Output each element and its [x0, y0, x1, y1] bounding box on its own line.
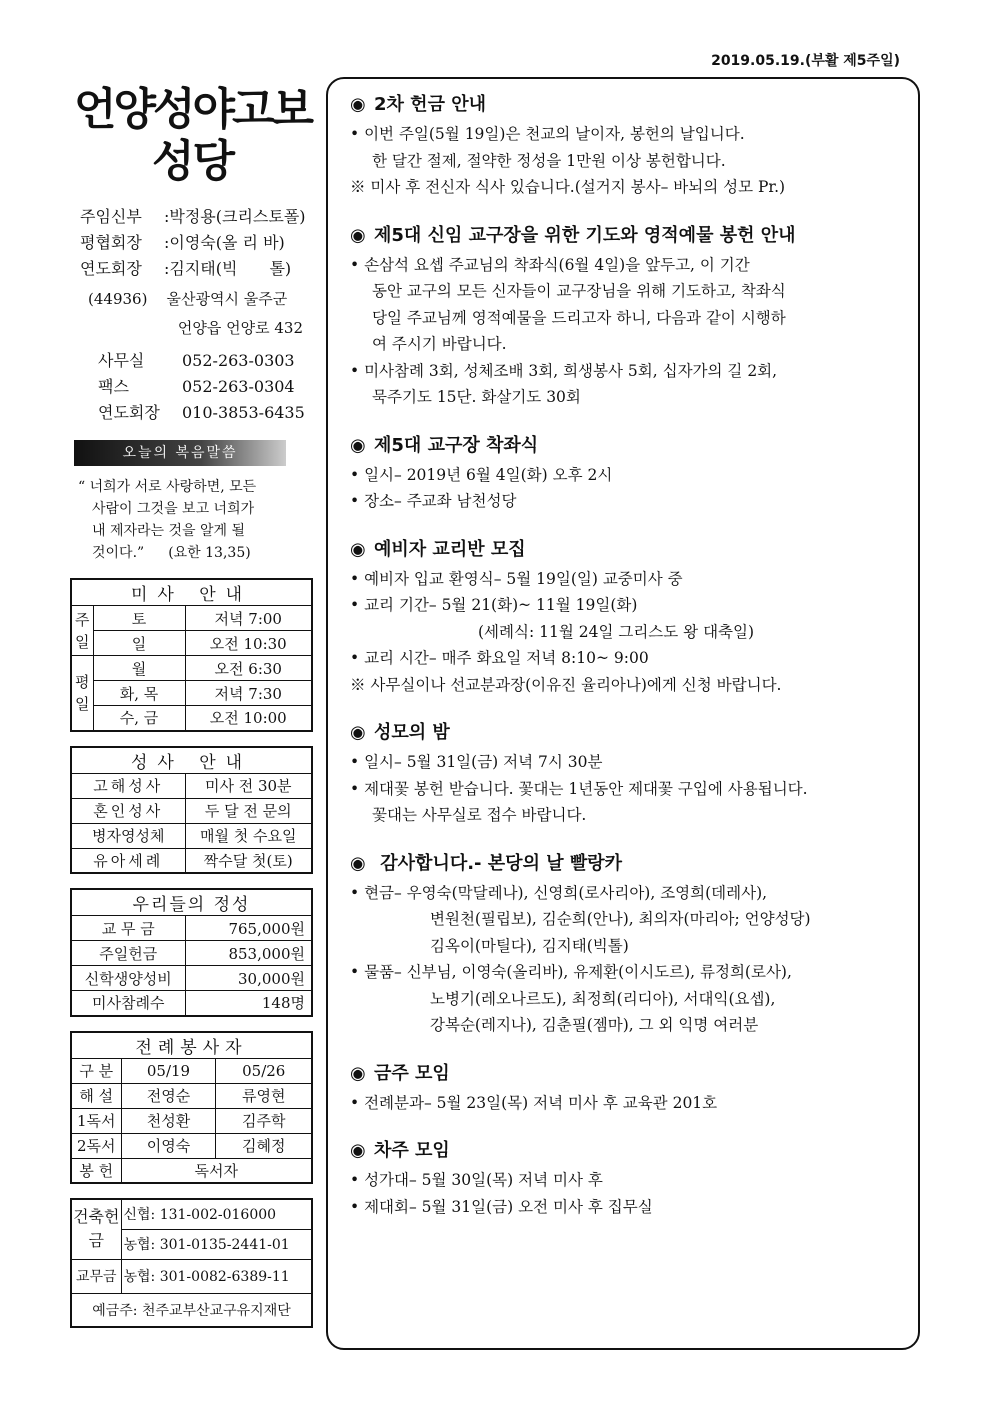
table-row: 봉 헌 독서자	[71, 1158, 312, 1183]
section-title: ◉ 제5대 신임 교구장을 위한 기도와 영적예물 봉헌 안내	[350, 222, 904, 250]
table-row: 교 무 금 765,000원	[71, 916, 312, 941]
address: (44936) 울산광역시 울주군	[88, 290, 288, 308]
section-title: ◉ 예비자 교리반 모집	[350, 536, 904, 564]
notice-section: ◉ 제5대 신임 교구장을 위한 기도와 영적예물 봉헌 안내 • 손삼석 요셉 주교님의 착좌식(6월 4일)을 앞두고, 이 기간 동안 교구의 모든 신자들이 교구장님을 위해 기도하고, 착좌식 당일 주교님께 영적예물을 드리고자 하니, 다음과 같이 시행하 여 주시기 바랍니다. • 미사참례 3회, 성체조배 3회, 희생봉사 5회, 십자가의 길 2회, 묵주기도 15단. 화살기도 30회	[350, 222, 904, 411]
phone-item: 팩스 052-263-0304	[98, 377, 295, 396]
sunday-label: 주일	[71, 606, 93, 656]
section-title: ◉ 성모의 밤	[350, 719, 904, 747]
table-row: 농협: 301-0135-2441-01	[71, 1229, 312, 1259]
section-title: ◉ 2차 헌금 안내	[350, 91, 904, 119]
table-row: 건축헌금 신협: 131-002-016000	[71, 1199, 312, 1229]
bullet-icon: ◉	[350, 722, 366, 743]
phone-item: 연도회장 010-3853-6435	[98, 403, 305, 422]
bank-accounts-table	[70, 1198, 313, 1328]
bullet-icon: ◉	[350, 1062, 366, 1084]
section-title: ◉ 감사합니다.- 본당의 날 빨랑카	[350, 850, 904, 878]
table-row: 수, 금 오전 10:00	[71, 706, 312, 731]
address-line2: 언양읍 언양로 432	[177, 319, 303, 337]
table-row: 미사참례수 148명	[71, 991, 312, 1016]
table-row: 평일 월 오전 6:30	[71, 656, 312, 681]
notices-panel	[326, 77, 920, 1350]
bullet-icon: ◉	[350, 538, 366, 560]
bullet-icon: ◉	[350, 94, 366, 115]
table-row: 일 오전 10:30	[71, 631, 312, 656]
staff-list	[70, 204, 315, 282]
table-row: 화, 목 저녁 7:30	[71, 681, 312, 706]
liturgy-table	[70, 1031, 313, 1185]
mass-schedule-table	[70, 578, 313, 732]
offerings-table	[70, 888, 313, 1017]
bullet-icon: ◉	[350, 852, 366, 874]
staff-item: 평협회장 :이영숙(올 리 바)	[80, 233, 285, 252]
notice-section: ◉ 2차 헌금 안내 • 이번 주일(5월 19일)은 천교의 날이자, 봉헌의 날입니다. 한 달간 절제, 절약한 정성을 1만원 이상 봉헌합니다. ※ 미사 후 전신자 식사 있습니다.(설거지 봉사– 바뇌의 성모 Pr.)	[350, 91, 904, 201]
gospel-heading: 오늘의 복음말씀	[74, 440, 286, 466]
notice-section: ◉ 성모의 밤 • 일시– 5월 31일(금) 저녁 7시 30분 • 제대꽃 봉헌 받습니다. 꽃대는 1년동안 제대꽃 구입에 사용됩니다. 꽃대는 사무실로 접수 바랍니다.	[350, 719, 904, 829]
table-row: 주일 토 저녁 7:00	[71, 606, 312, 631]
offerings-heading: 우리들의 정성	[71, 889, 312, 916]
table-row: 신학생양성비 30,000원	[71, 966, 312, 991]
table-row: 예금주: 천주교부산교구유지재단	[71, 1293, 312, 1327]
liturgy-heading: 전례봉사자	[71, 1032, 312, 1059]
table-row: 주일헌금 853,000원	[71, 941, 312, 966]
notice-section: ◉ 제5대 교구장 착좌식 • 일시– 2019년 6월 4일(화) 오후 2시 • 장소– 주교좌 남천성당	[350, 432, 904, 515]
table-row: 교무금 농협: 301-0082-6389-11	[71, 1259, 312, 1293]
section-title: ◉ 차주 모임	[350, 1137, 904, 1165]
notice-section: ◉ 금주 모임 • 전례분과– 5월 23일(목) 저녁 미사 후 교육관 201호	[350, 1060, 904, 1117]
bulletin-date: 2019.05.19.(부활 제5주일)	[711, 53, 900, 69]
sacraments-table	[70, 746, 313, 875]
table-row: 유아세례 짝수달 첫(토)	[71, 848, 312, 873]
notice-section: ◉ 감사합니다.- 본당의 날 빨랑카 • 현금– 우영숙(막달레나), 신영희(로사리아), 조영희(데레사), 변원천(필립보), 김순희(안나), 최의자(마리아; 언양성당) 김옥이(마틸다), 김지태(빅톨) • 물품– 신부님, 이영숙(올리바), 유제환(이시도르), 류정희(로사), 노병기(레오나르도), 최정희(리디아), 서대익(요셉), 강복순(레지나), 김춘필(젬마), 그 외 익명 여러분	[350, 850, 904, 1039]
table-row: 고해성사 미사 전 30분	[71, 773, 312, 798]
left-column	[70, 80, 315, 1328]
parish-title-2: 성당	[151, 136, 233, 187]
mass-heading: 미사 안내	[71, 579, 312, 606]
notice-section: ◉ 차주 모임 • 성가대– 5월 30일(목) 저녁 미사 후 • 제대회– 5월 31일(금) 오전 미사 후 집무실	[350, 1137, 904, 1220]
weekday-label: 평일	[71, 656, 93, 731]
bullet-icon: ◉	[350, 1140, 366, 1161]
staff-item: 주임신부 :박정용(크리스토폴)	[80, 207, 306, 226]
table-row: 2독서 이영숙 김혜정	[71, 1133, 312, 1158]
staff-item: 연도회장 :김지태(빅 톨)	[80, 259, 292, 278]
phone-item: 사무실 052-263-0303	[98, 351, 295, 370]
table-row: 해 설 전영순 류영현	[71, 1083, 312, 1108]
table-row: 1독서 천성환 김주학	[71, 1108, 312, 1133]
bullet-icon: ◉	[350, 224, 366, 246]
phone-list	[70, 348, 315, 426]
bullet-icon: ◉	[350, 434, 366, 456]
parish-title: 언양성야고보	[73, 84, 312, 135]
table-row: 구 분 05/19 05/26	[71, 1058, 312, 1083]
notice-section: ◉ 예비자 교리반 모집 • 예비자 입교 환영식– 5월 19일(일) 교중미사 중 • 교리 기간– 5월 21(화)~ 11월 19일(화) (세례식: 11월 24일 그리스도 왕 대축일) • 교리 시간– 매주 화요일 저녁 8:10~ 9:00 ※ 사무실이나 선교분과장(이유진 율리아나)에게 신청 바랍니다.	[350, 536, 904, 699]
section-title: ◉ 제5대 교구장 착좌식	[350, 432, 904, 460]
sacraments-heading: 성사 안내	[71, 747, 312, 774]
gospel-text: “ 너희가 서로 사랑하면, 모든 사람이 그것을 보고 너희가 내 제자라는 것을 알게 될 것이다.” (요한 13,35)	[78, 479, 257, 561]
table-row: 혼인성사 두 달 전 문의	[71, 798, 312, 823]
section-title: ◉ 금주 모임	[350, 1060, 904, 1088]
table-row: 병자영성체 매월 첫 수요일	[71, 823, 312, 848]
